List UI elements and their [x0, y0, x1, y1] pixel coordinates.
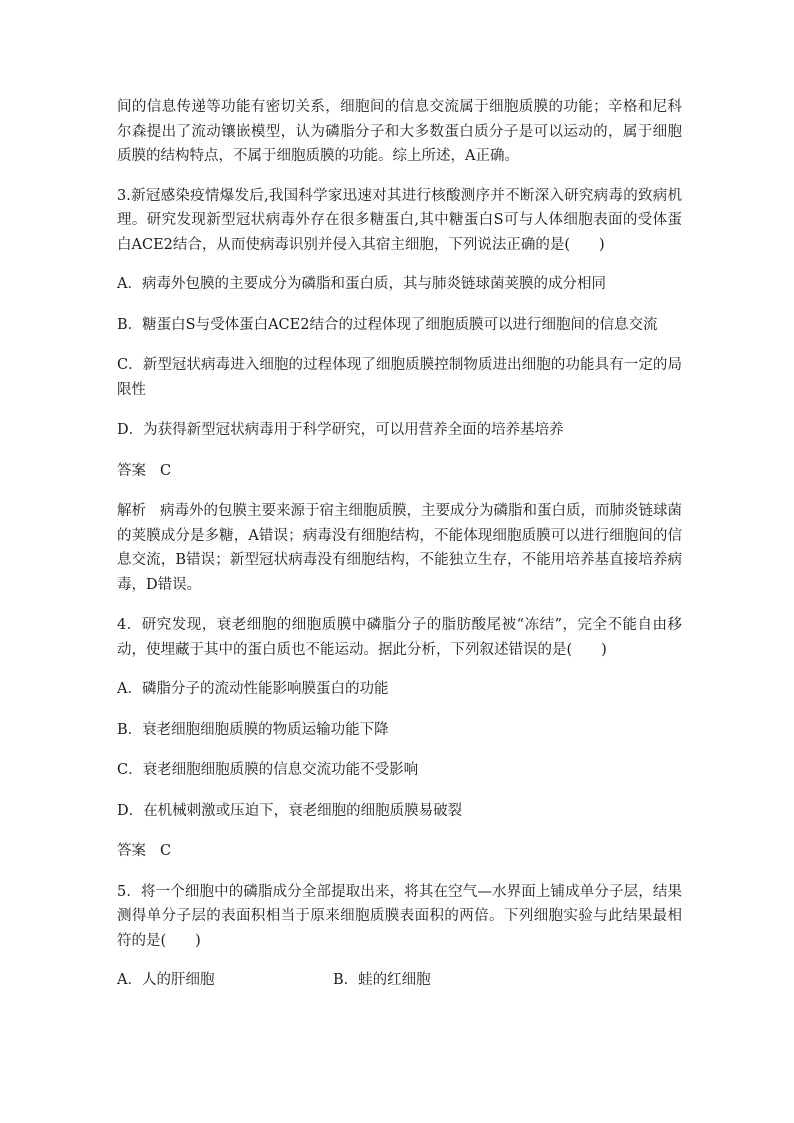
question-3-answer [117, 459, 682, 484]
analysis-text: 病毒外的包膜主要来源于宿主细胞质膜，主要成分为磷脂和蛋白质，而肺炎链球菌的荚膜成分是多糖，A错误；病毒没有细胞结构，不能体现细胞质膜可以进行细胞间的信息交流，B错误；新型冠状病毒没有细胞结构，不能独立生存，不能用培养基直接培养病毒，D错误。 [117, 503, 682, 593]
document-page [117, 95, 682, 993]
answer-label: 答案 [117, 462, 146, 479]
analysis-label: 解析 [117, 503, 146, 519]
answer-value: C [160, 843, 172, 859]
question-3-option-d: D．为获得新型冠状病毒用于科学研究，可以用营养全面的培养基培养 [117, 422, 564, 438]
question-3 [117, 184, 682, 598]
question-4-option-c: C．衰老细胞细胞质膜的信息交流功能不受影响 [117, 762, 419, 778]
question-4-stem: 4．研究发现，衰老细胞的细胞质膜中磷脂分子的脂肪酸尾被“冻结”，完全不能自由移动，使埋藏于其中的蛋白质也不能运动。据此分析，下列叙述错误的是( ) [117, 617, 682, 658]
question-5 [117, 880, 682, 993]
question-5-options-row [117, 968, 682, 993]
question-5-stem: 5．将一个细胞中的磷脂成分全部提取出来，将其在空气—水界面上铺成单分子层，结果测得单分子层的表面积相当于原来细胞质膜表面积的两倍。下列细胞实验与此结果最相符的是( ) [117, 883, 682, 949]
previous-analysis-continuation: 间的信息传递等功能有密切关系，细胞间的信息交流属于细胞质膜的功能；辛格和尼科尔森提出了流动镶嵌模型，认为磷脂分子和大多数蛋白质分子是可以运动的，属于细胞质膜的结构特点，不属于细胞质膜的功能。综上所述，A正确。 [117, 99, 682, 164]
question-5-option-a: A．人的肝细胞 [117, 972, 215, 988]
question-3-option-b: B．糖蛋白S与受体蛋白ACE2结合的过程体现了细胞质膜可以进行细胞间的信息交流 [117, 316, 658, 333]
question-4 [117, 613, 682, 864]
answer-value: C [160, 462, 172, 479]
answer-label: 答案 [117, 843, 146, 859]
question-4-option-a: A．磷脂分子的流动性能影响膜蛋白的功能 [117, 681, 389, 697]
question-4-answer [117, 839, 682, 864]
question-3-option-a: A．病毒外包膜的主要成分为磷脂和蛋白质，其与肺炎链球菌荚膜的成分相同 [117, 276, 606, 292]
question-4-option-b: B．衰老细胞细胞质膜的物质运输功能下降 [117, 721, 389, 738]
question-3-option-c: C．新型冠状病毒进入细胞的过程体现了细胞质膜控制物质进出细胞的功能具有一定的局限性 [117, 357, 682, 398]
question-5-option-b: B．蛙的红细胞 [333, 972, 431, 988]
question-3-analysis [117, 499, 682, 597]
question-3-stem: 3.新冠感染疫情爆发后,我国科学家迅速对其进行核酸测序并不断深入研究病毒的致病机理。研究发现新型冠状病毒外存在很多糖蛋白,其中糖蛋白S可与人体细胞表面的受体蛋白ACE2结合，从而使病毒识别并侵入其宿主细胞，下列说法正确的是( ) [117, 187, 682, 253]
question-4-option-d: D．在机械刺激或压迫下，衰老细胞的细胞质膜易破裂 [117, 802, 463, 819]
